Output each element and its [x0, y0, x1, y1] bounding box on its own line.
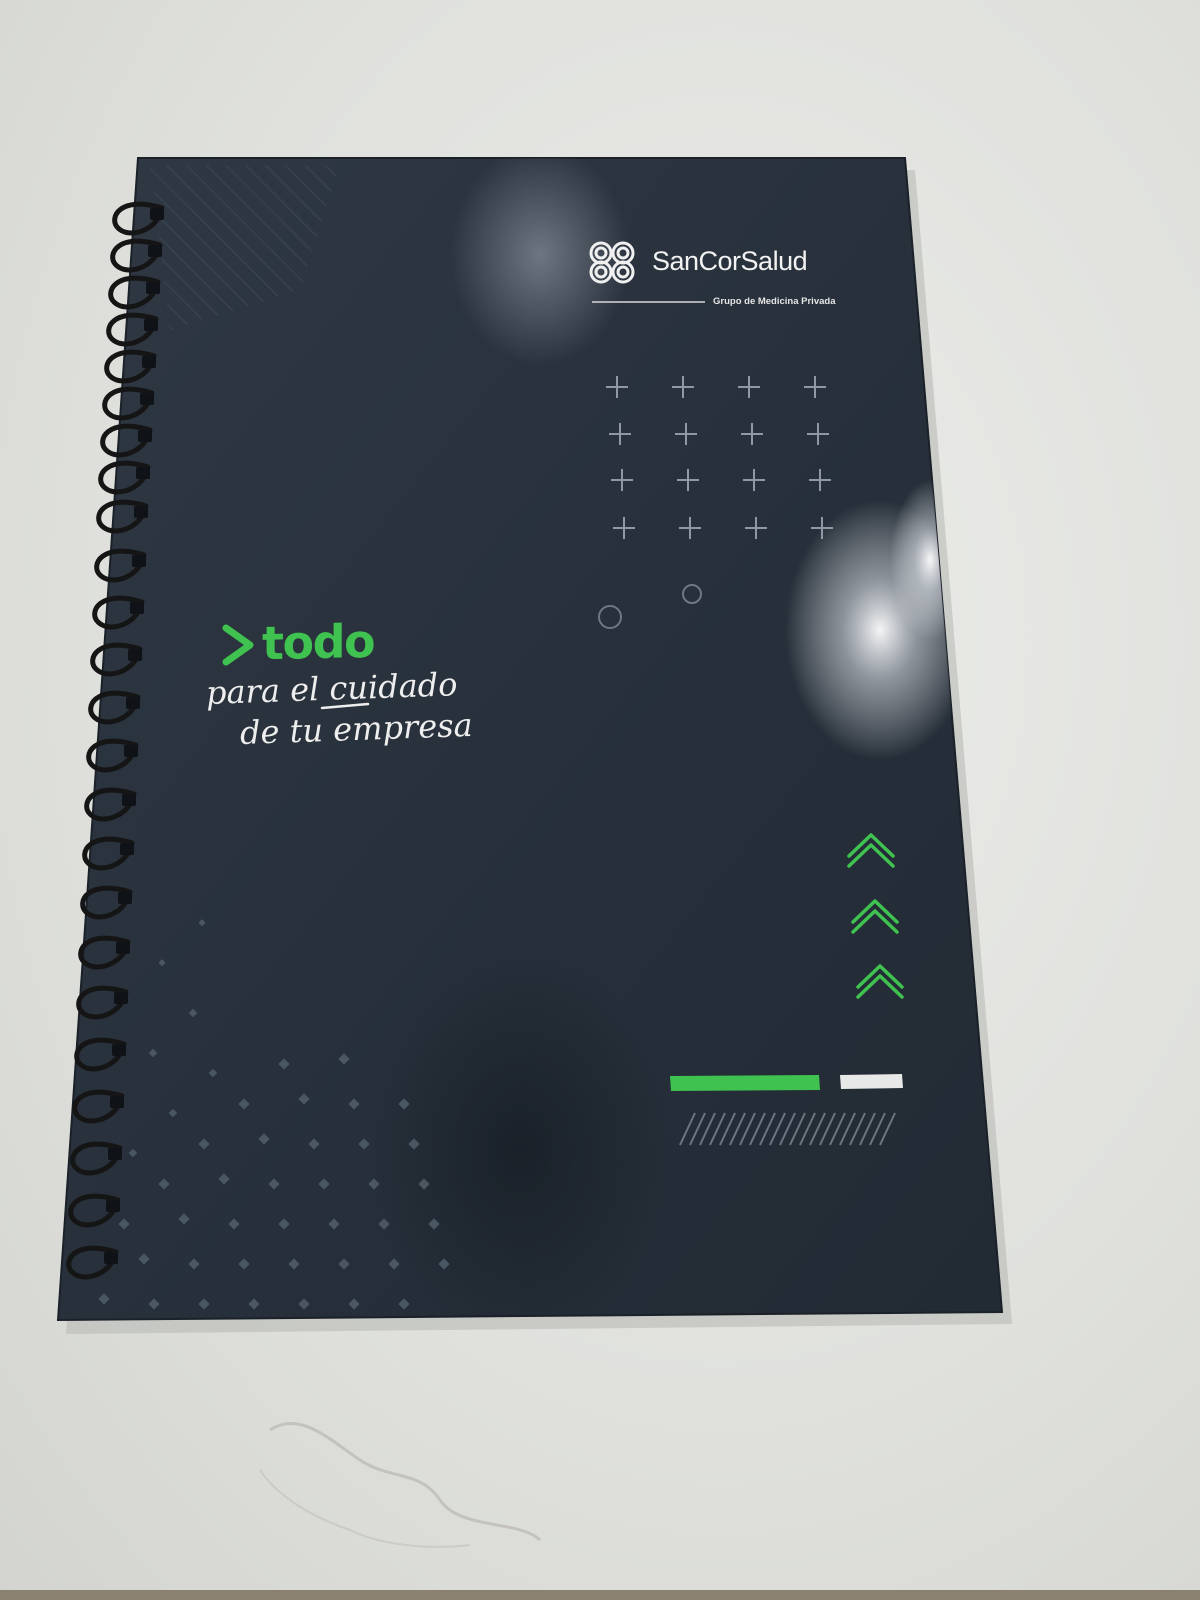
- script-line-2: de tu empresa: [239, 705, 474, 752]
- headline-word: todo: [262, 613, 375, 671]
- white-bar: [840, 1074, 903, 1089]
- brand-tagline: Grupo de Medicina Privada: [713, 296, 836, 307]
- table-smudge: [260, 1470, 470, 1547]
- headline-arrow-space: [224, 643, 262, 644]
- cover-shade: [370, 950, 670, 1350]
- script-line-1: para el cuidado: [205, 665, 459, 712]
- green-bar: [670, 1075, 820, 1091]
- gloss-reflection: [890, 480, 970, 640]
- headline: [224, 613, 374, 672]
- table-smudge: [270, 1423, 540, 1540]
- brand-name: SanCorSalud: [652, 246, 808, 276]
- table-edge: [0, 1590, 1200, 1600]
- gloss-reflection: [450, 145, 630, 365]
